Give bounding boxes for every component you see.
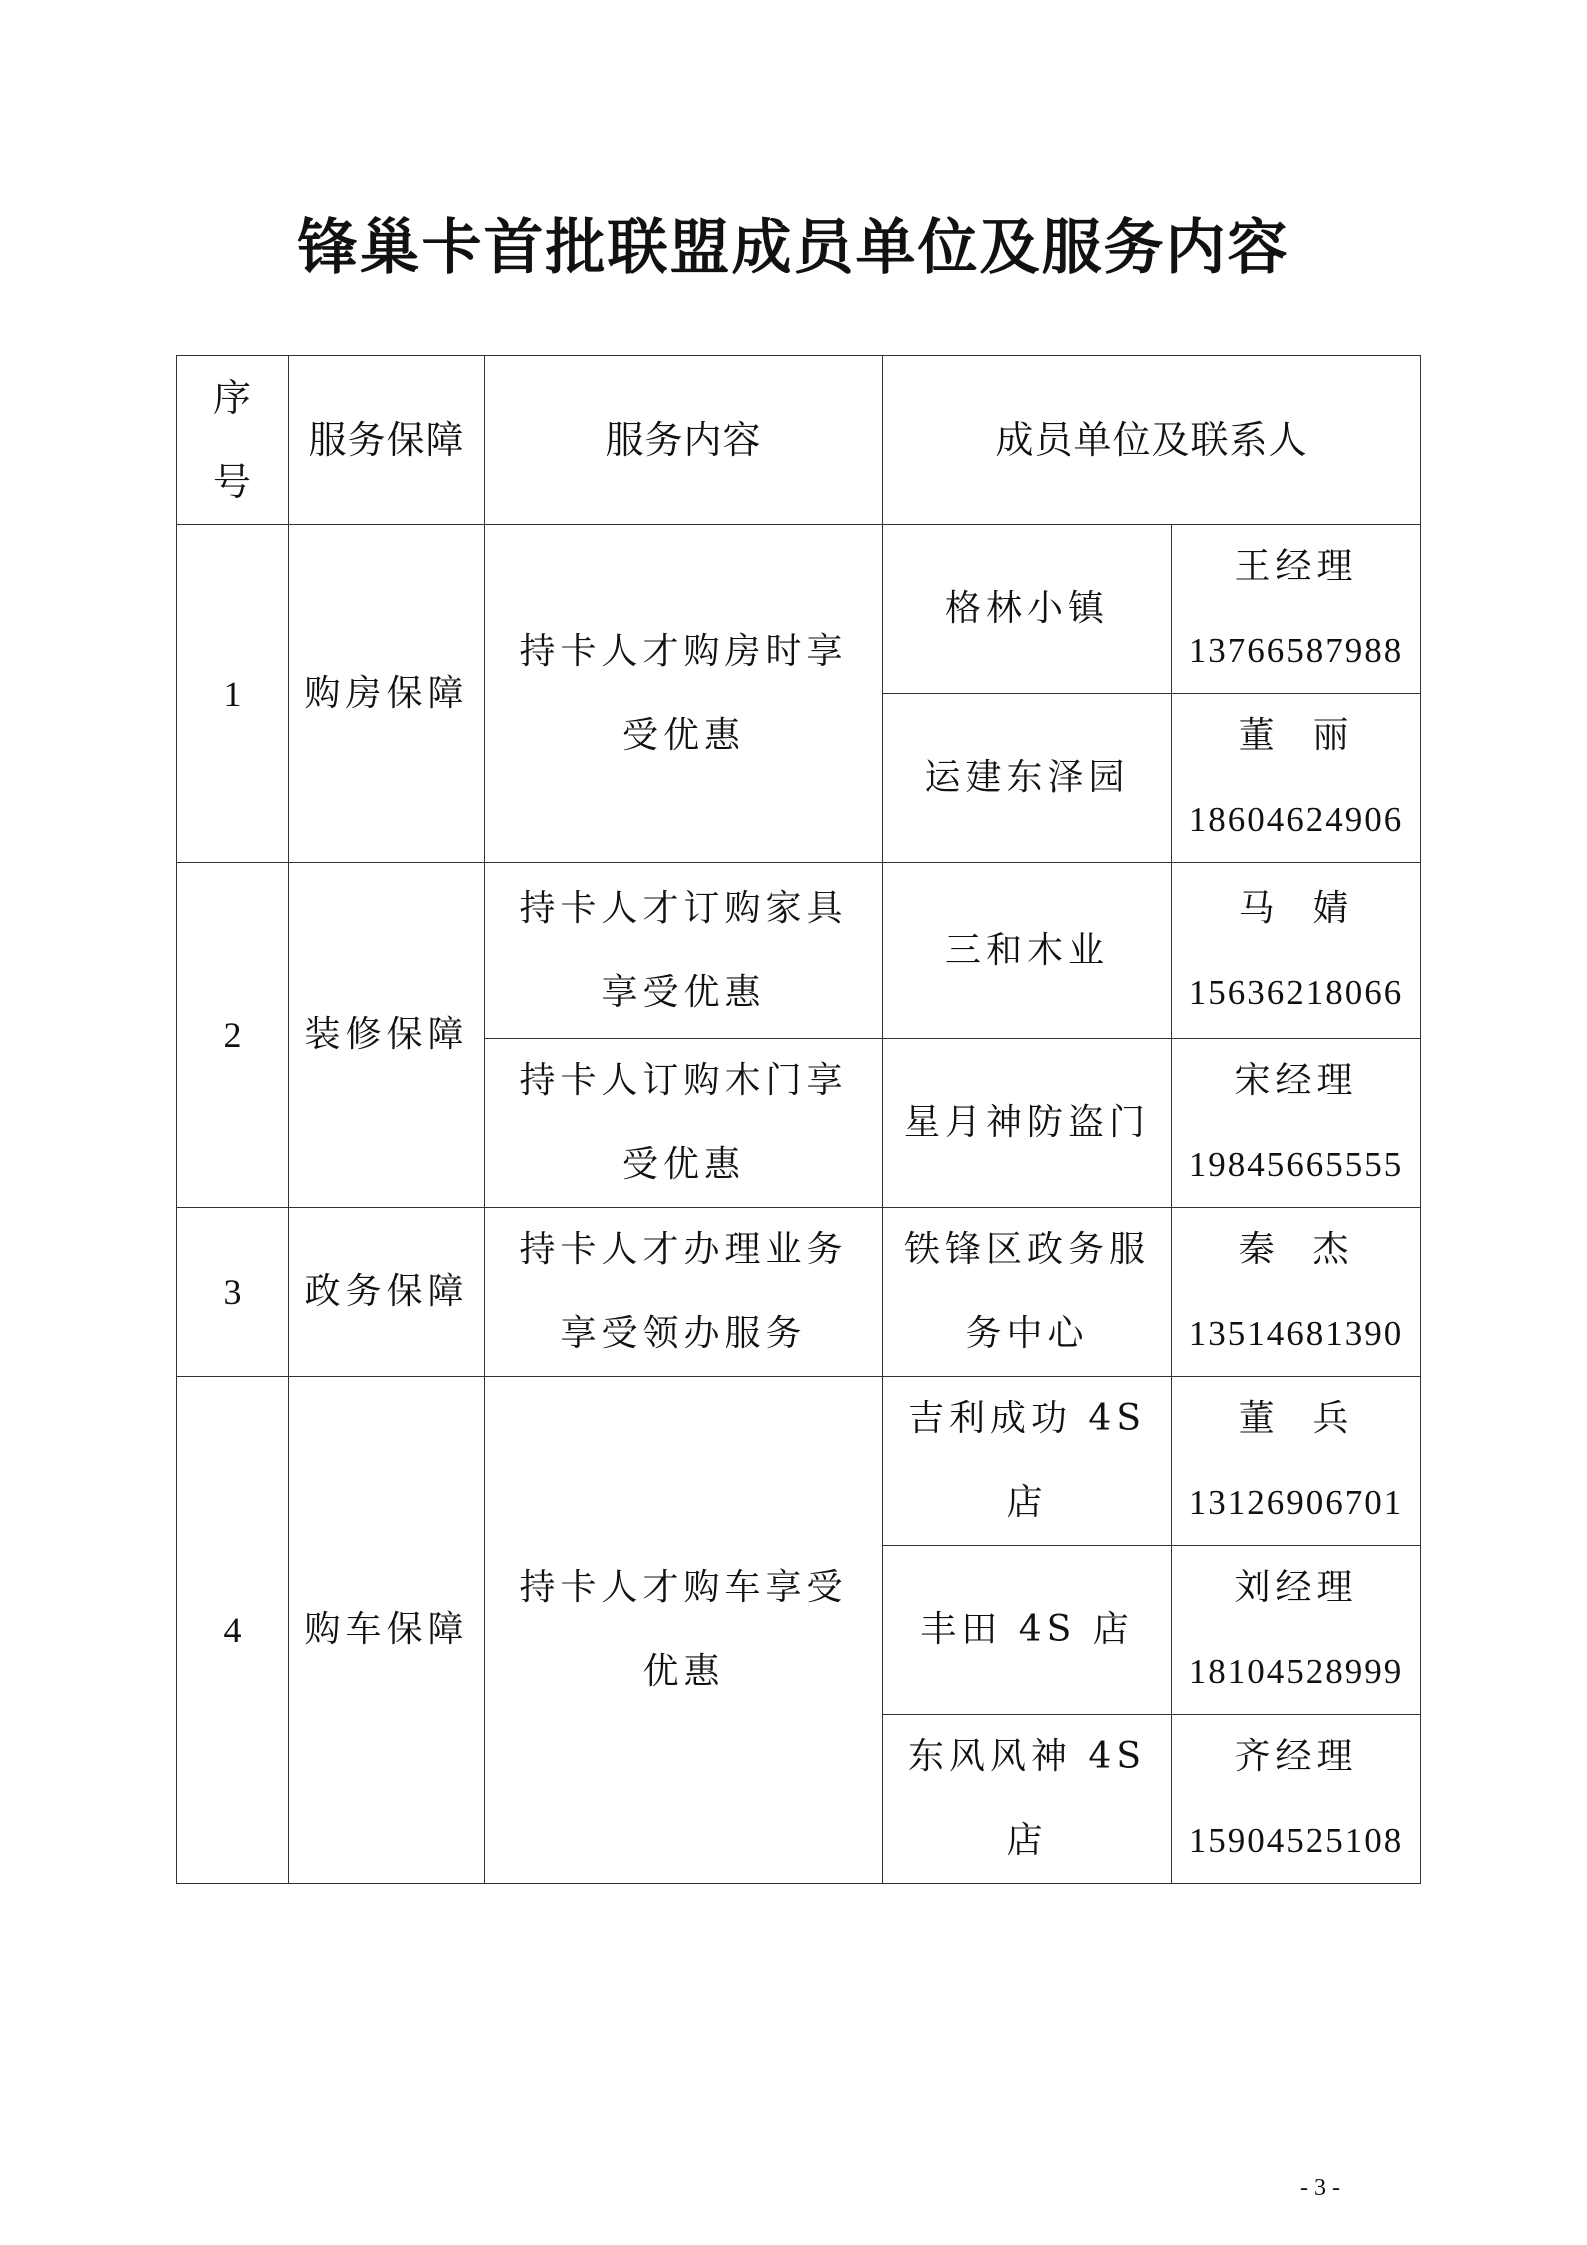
header-index: 序号 <box>177 356 289 525</box>
member-unit: 运建东泽园 <box>883 694 1172 863</box>
row-index: 2 <box>177 863 289 1208</box>
member-contact <box>1172 694 1421 863</box>
member-unit: 星月神防盗门 <box>883 1039 1172 1208</box>
member-unit: 三和木业 <box>883 863 1172 1039</box>
contact-name: 董 丽 <box>1238 715 1354 756</box>
contact-name: 董 兵 <box>1238 1398 1354 1439</box>
row-service-content: 持卡人才购房时享受优惠 <box>485 525 883 863</box>
contact-phone: 15904525108 <box>1188 1821 1404 1860</box>
contact-phone: 18104528999 <box>1188 1652 1404 1691</box>
member-unit: 格林小镇 <box>883 525 1172 694</box>
row-guarantee: 装修保障 <box>289 863 485 1208</box>
contact-name: 秦 杰 <box>1238 1229 1354 1270</box>
header-content: 服务内容 <box>485 356 883 525</box>
table-row <box>177 1377 1421 1546</box>
contact-name: 齐经理 <box>1234 1736 1358 1777</box>
contact-phone: 18604624906 <box>1188 800 1404 839</box>
contact-name: 宋经理 <box>1234 1060 1358 1101</box>
member-unit: 东风风神 4S 店 <box>883 1715 1172 1884</box>
row-index: 1 <box>177 525 289 863</box>
member-contact <box>1172 525 1421 694</box>
row-guarantee: 购房保障 <box>289 525 485 863</box>
header-member: 成员单位及联系人 <box>883 356 1421 525</box>
contact-phone: 13766587988 <box>1188 631 1404 670</box>
member-unit: 丰田 4S 店 <box>883 1546 1172 1715</box>
contact-phone: 13514681390 <box>1188 1314 1404 1353</box>
contact-name: 王经理 <box>1234 546 1358 587</box>
contact-phone: 13126906701 <box>1188 1483 1404 1522</box>
row-service-content: 持卡人才订购家具享受优惠 <box>485 863 883 1039</box>
member-unit: 吉利成功 4S 店 <box>883 1377 1172 1546</box>
table-header-row <box>177 356 1421 525</box>
page-number: - 3 - <box>1300 2175 1340 2201</box>
row-service-content: 持卡人订购木门享受优惠 <box>485 1039 883 1208</box>
table-row <box>177 863 1421 1039</box>
member-unit: 铁锋区政务服务中心 <box>883 1208 1172 1377</box>
member-contact <box>1172 1715 1421 1884</box>
contact-name: 刘经理 <box>1234 1567 1358 1608</box>
member-contact <box>1172 1546 1421 1715</box>
row-guarantee: 政务保障 <box>289 1208 485 1377</box>
member-contact <box>1172 863 1421 1039</box>
document-title: 锋巢卡首批联盟成员单位及服务内容 <box>297 213 1290 283</box>
table-row <box>177 1208 1421 1377</box>
member-units-table <box>176 355 1421 1884</box>
table-row <box>177 525 1421 694</box>
row-index: 3 <box>177 1208 289 1377</box>
contact-phone: 15636218066 <box>1188 972 1404 1012</box>
row-index: 4 <box>177 1377 289 1884</box>
header-guarantee: 服务保障 <box>289 356 485 525</box>
member-contact <box>1172 1377 1421 1546</box>
row-service-content: 持卡人才购车享受优惠 <box>485 1377 883 1884</box>
member-contact <box>1172 1208 1421 1377</box>
member-contact <box>1172 1039 1421 1208</box>
contact-phone: 19845665555 <box>1188 1145 1404 1184</box>
row-guarantee: 购车保障 <box>289 1377 485 1884</box>
row-service-content: 持卡人才办理业务享受领办服务 <box>485 1208 883 1377</box>
contact-name: 马 婧 <box>1238 887 1354 929</box>
